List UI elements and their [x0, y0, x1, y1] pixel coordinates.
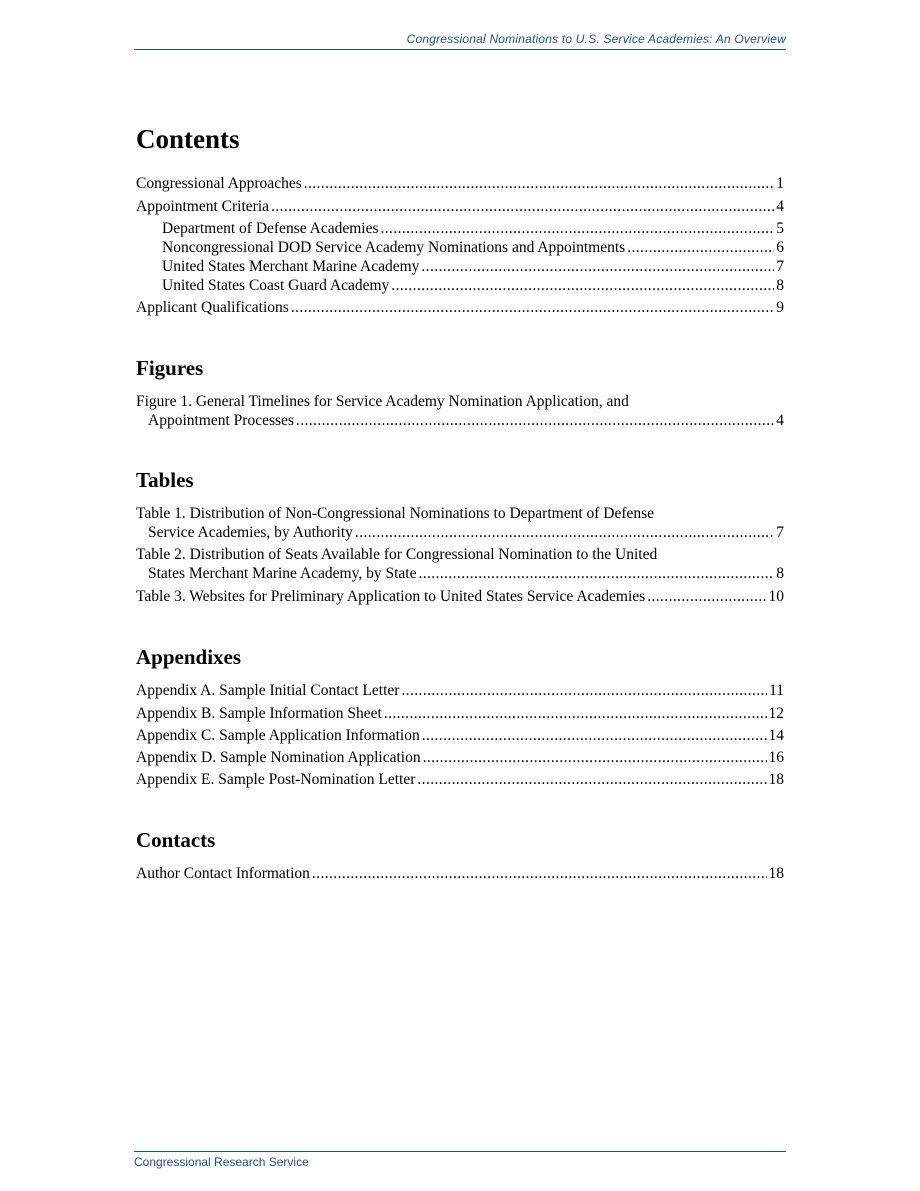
page-footer: Congressional Research Service: [134, 1151, 786, 1169]
toc-page-number: 18: [768, 865, 784, 882]
toc-page-number: 5: [776, 220, 784, 237]
toc-page-number: 10: [768, 588, 784, 605]
toc-page-number: 14: [768, 727, 784, 744]
toc-page-number: 4: [776, 198, 784, 215]
appendixes-title: Appendixes: [136, 645, 242, 669]
toc-page-number: 7: [776, 524, 784, 541]
toc-entry-applicant-qualifications[interactable]: Applicant Qualifications ..... 9: [136, 298, 784, 317]
toc-entry-appendix-c[interactable]: Appendix C. Sample Application Information ..... 14: [136, 726, 784, 745]
toc-page-number: 16: [768, 749, 784, 766]
toc-entry-appendix-a[interactable]: Appendix A. Sample Initial Contact Letter ..... 11: [136, 681, 784, 700]
tables-title: Tables: [136, 468, 194, 492]
toc-entry-noncongressional-nominations[interactable]: Noncongressional DOD Service Academy Nominations and Appointments ..... 6: [162, 238, 784, 257]
toc-page-number: 12: [768, 705, 784, 722]
toc-page-number: 8: [776, 277, 784, 294]
toc-entry-table-1[interactable]: Table 1. Distribution of Non-Congressional Nominations to Department of Defense Service Academies, by Authority ..... 7: [136, 504, 784, 542]
toc-entry-table-3[interactable]: Table 3. Websites for Preliminary Application to United States Service Academies ..... 10: [136, 587, 784, 606]
contacts-title: Contacts: [136, 828, 216, 852]
figures-title: Figures: [136, 356, 204, 380]
toc-entry-appendix-d[interactable]: Appendix D. Sample Nomination Application ..... 16: [136, 748, 784, 767]
toc-page-number: 1: [776, 175, 784, 192]
toc-entry-table-2[interactable]: Table 2. Distribution of Seats Available for Congressional Nomination to the United States Merchant Marine Academy, by State ..... 8: [136, 545, 784, 583]
running-header: Congressional Nominations to U.S. Service Academies: An Overview: [134, 32, 786, 50]
toc-entry-appointment-criteria[interactable]: Appointment Criteria ..... 4: [136, 197, 784, 216]
toc-page-number: 6: [776, 239, 784, 256]
toc-page-number: 4: [776, 412, 784, 429]
toc-page-number: 9: [776, 299, 784, 316]
toc-page-number: 8: [776, 565, 784, 582]
toc-page-number: 18: [768, 771, 784, 788]
contents-title: Contents: [136, 124, 240, 154]
toc-entry-appendix-e[interactable]: Appendix E. Sample Post-Nomination Letter ..... 18: [136, 770, 784, 789]
toc-entry-merchant-marine-academy[interactable]: United States Merchant Marine Academy ..... 7: [162, 257, 784, 276]
toc-entry-dod-academies[interactable]: Department of Defense Academies ..... 5: [162, 219, 784, 238]
toc-entry-figure-1[interactable]: Figure 1. General Timelines for Service Academy Nomination Application, and Appointment Processes ..... 4: [136, 392, 784, 430]
toc-entry-congressional-approaches[interactable]: Congressional Approaches ..... 1: [136, 174, 784, 193]
toc-page-number: 7: [776, 258, 784, 275]
toc-page-number: 11: [769, 682, 784, 699]
toc-entry-appendix-b[interactable]: Appendix B. Sample Information Sheet ..... 12: [136, 704, 784, 723]
toc-entry-author-contact[interactable]: Author Contact Information ..... 18: [136, 864, 784, 883]
toc-entry-coast-guard-academy[interactable]: United States Coast Guard Academy ..... 8: [162, 276, 784, 295]
